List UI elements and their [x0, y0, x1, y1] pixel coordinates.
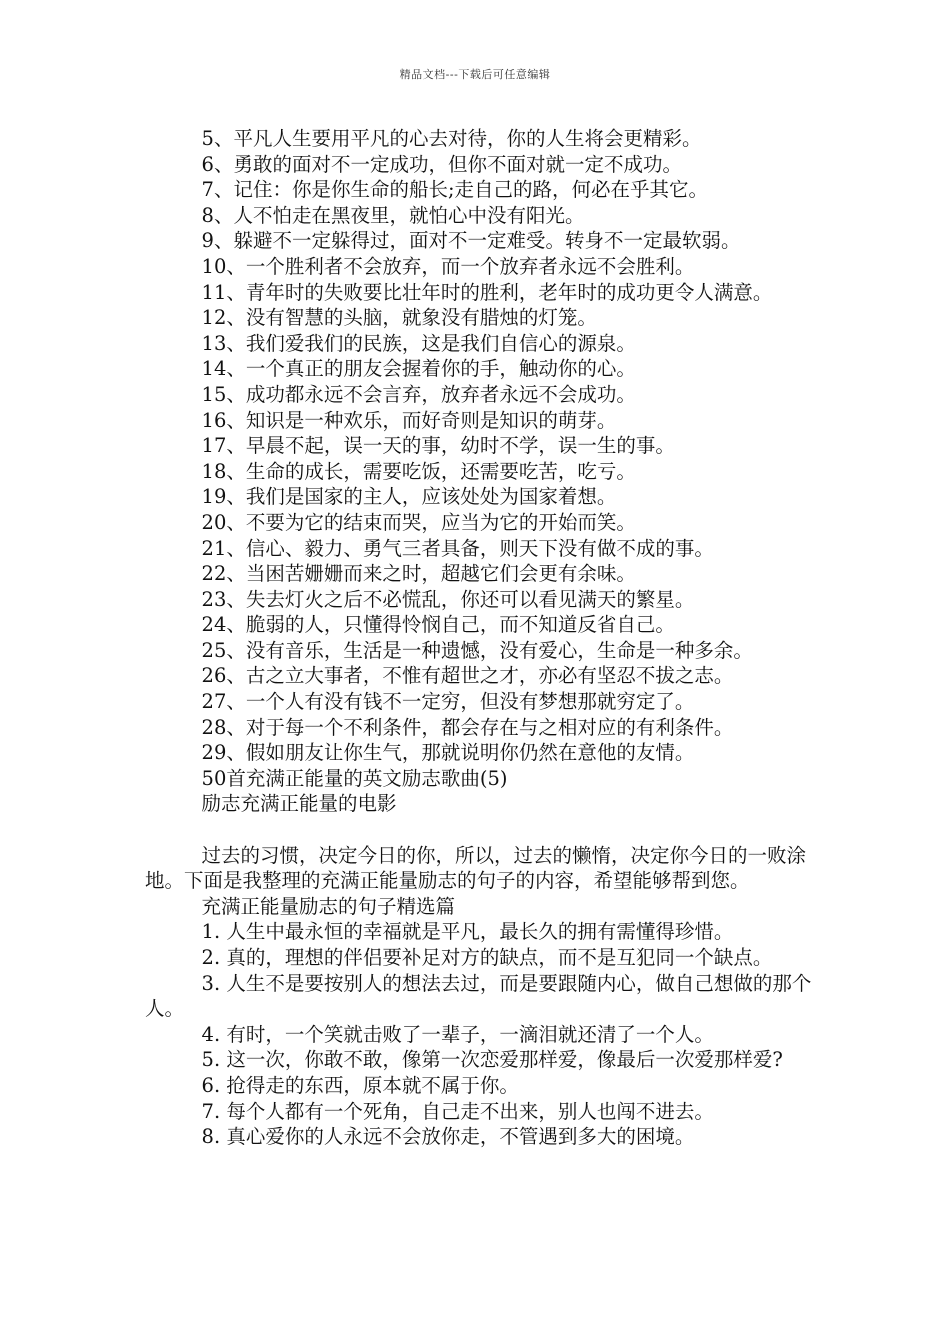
paragraph: 28、对于每一个不利条件，都会存在与之相对应的有利条件。 — [201, 715, 734, 739]
paragraph: 14、一个真正的朋友会握着你的手，触动你的心。 — [201, 357, 636, 381]
paragraph: 13、我们爱我们的民族，这是我们自信心的源泉。 — [201, 331, 636, 355]
paragraph: 27、一个人有没有钱不一定穷，但没有梦想那就穷定了。 — [201, 690, 695, 714]
section-title: 励志充满正能量的电影 — [201, 792, 397, 816]
page-header: 精品文档---下载后可任意编辑 — [399, 68, 551, 81]
paragraph: 10、一个胜利者不会放弃，而一个放弃者永远不会胜利。 — [201, 254, 695, 278]
paragraph: 5、平凡人生要用平凡的心去对待，你的人生将会更精彩。 — [201, 127, 702, 150]
paragraph: 24、脆弱的人，只懂得怜悯自己，而不知道反省自己。 — [201, 613, 675, 637]
quote-item: 7. 每个人都有一个死角，自己走不出来，别人也闯不进去。 — [201, 1099, 714, 1123]
quote-item: 1. 人生中最永恒的幸福就是平凡，最长久的拥有需懂得珍惜。 — [201, 920, 734, 944]
paragraph: 23、失去灯火之后不必慌乱，你还可以看见满天的繁星。 — [201, 587, 695, 611]
quote-item: 6. 抢得走的东西，原本就不属于你。 — [201, 1073, 519, 1097]
paragraph: 21、信心、毅力、勇气三者具备，则天下没有做不成的事。 — [201, 536, 714, 560]
quote-item: 5. 这一次，你敢不敢，像第一次恋爱那样爱，像最后一次爱那样爱? — [201, 1048, 783, 1072]
paragraph: 25、没有音乐，生活是一种遗憾，没有爱心，生命是一种多余。 — [201, 638, 753, 662]
paragraph: 20、不要为它的结束而哭，应当为它的开始而笑。 — [201, 510, 636, 534]
section-link-title: 50首充满正能量的英文励志歌曲(5) — [201, 766, 508, 790]
paragraph: 9、躲避不一定躲得过，面对不一定难受。转身不一定最软弱。 — [201, 229, 741, 253]
blank-line — [145, 817, 825, 843]
paragraph: 11、青年时的失败要比壮年时的胜利，老年时的成功更令人满意。 — [201, 280, 773, 304]
paragraph: 7、记住：你是你生命的船长;走自己的路，何必在乎其它。 — [201, 178, 709, 202]
paragraph: 22、当困苦姗姗而来之时，超越它们会更有余味。 — [201, 562, 636, 586]
paragraph: 29、假如朋友让你生气，那就说明你仍然在意他的友情。 — [201, 741, 695, 765]
quote-item: 4. 有时，一个笑就击败了一辈子，一滴泪就还清了一个人。 — [201, 1022, 714, 1046]
paragraph: 18、生命的成长，需要吃饭，还需要吃苦，吃亏。 — [201, 459, 636, 483]
quote-item: 2. 真的，理想的伴侣要补足对方的缺点，而不是互犯同一个缺点。 — [201, 946, 773, 969]
quote-item: 3. 人生不是要按别人的想法去过，而是要跟随内心，做自己想做的那个人。 — [145, 971, 812, 1021]
section-heading: 充满正能量励志的句子精选篇 — [201, 894, 456, 918]
quote-item: 8. 真心爱你的人永远不会放你走，不管遇到多大的困境。 — [201, 1125, 695, 1149]
paragraph: 17、早晨不起，误一天的事，幼时不学，误一生的事。 — [201, 434, 675, 458]
paragraph: 6、勇敢的面对不一定成功，但你不面对就一定不成功。 — [201, 152, 682, 176]
intro-paragraph: 过去的习惯，决定今日的你，所以，过去的懒惰，决定你今日的一败涂地。下面是我整理的充满正能量励志的句子的内容，希望能够帮到您。 — [145, 843, 807, 893]
paragraph: 26、古之立大事者，不惟有超世之才，亦必有坚忍不拔之志。 — [201, 664, 734, 688]
document-body — [145, 126, 825, 1150]
paragraph: 15、成功都永远不会言弃，放弃者永远不会成功。 — [201, 382, 636, 406]
paragraph: 8、人不怕走在黑夜里，就怕心中没有阳光。 — [201, 203, 585, 227]
paragraph: 19、我们是国家的主人，应该处处为国家着想。 — [201, 485, 617, 509]
paragraph: 12、没有智慧的头脑，就象没有腊烛的灯笼。 — [201, 306, 597, 330]
paragraph: 16、知识是一种欢乐，而好奇则是知识的萌芽。 — [201, 408, 617, 432]
